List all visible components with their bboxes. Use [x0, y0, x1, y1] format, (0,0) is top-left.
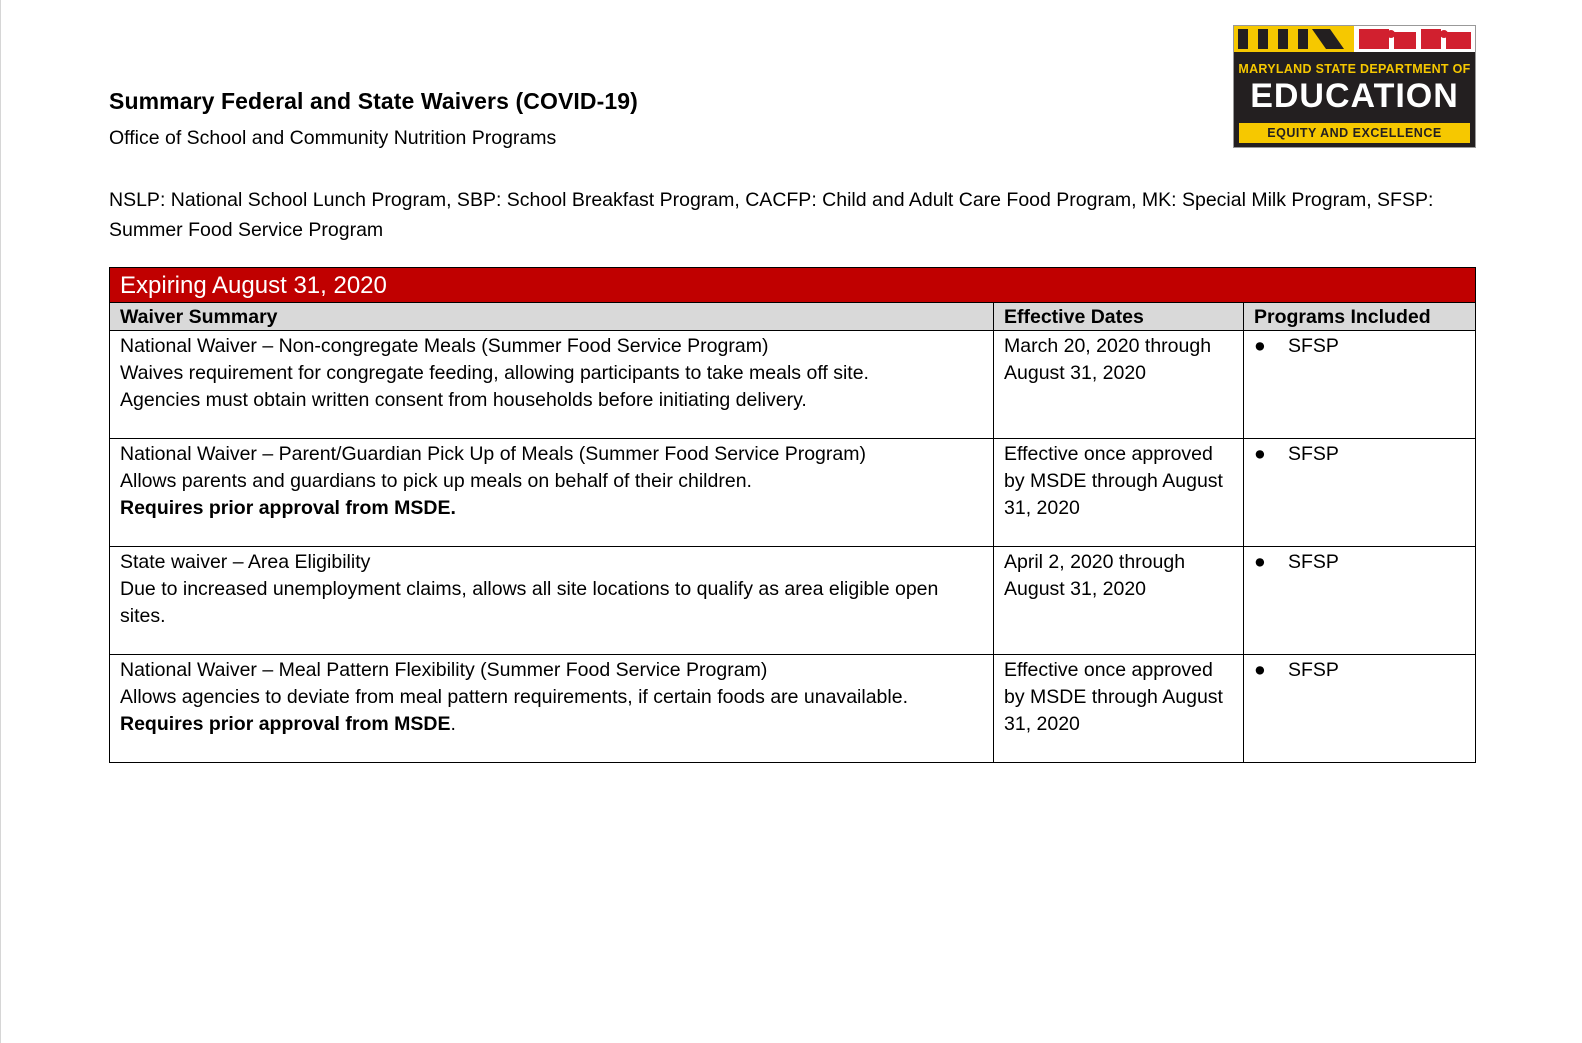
- abbreviations-note: NSLP: National School Lunch Program, SBP: School Breakfast Program, CACFP: Child and Adult Care Food Program, MK: Special Milk Program, SFSP: Summer Food Service Program: [109, 189, 1434, 241]
- waiver-description: Waives requirement for congregate feeding, allowing participants to take meals off site.: [120, 362, 869, 384]
- waiver-table: [109, 267, 1476, 763]
- waiver-title: National Waiver – Meal Pattern Flexibility (Summer Food Service Program): [120, 659, 768, 681]
- logo-department-text: MARYLAND STATE DEPARTMENT OF: [1238, 62, 1471, 76]
- waiver-summary-cell: [110, 331, 994, 439]
- bullet-icon: ●: [1254, 335, 1266, 357]
- program-item: SFSP: [1288, 443, 1339, 465]
- program-item: SFSP: [1288, 551, 1339, 573]
- approval-requirement: Requires prior approval from MSDE.: [120, 497, 456, 519]
- column-header-row: [110, 303, 1476, 331]
- waiver-description: Due to increased unemployment claims, allows all site locations to qualify as area eligible open sites.: [120, 578, 939, 627]
- effective-dates-cell: Effective once approved by MSDE through August 31, 2020: [994, 655, 1244, 763]
- page-subtitle: Office of School and Community Nutrition Programs: [109, 127, 557, 149]
- page-title: Summary Federal and State Waivers (COVID-19): [109, 88, 638, 114]
- waiver-description: Allows agencies to deviate from meal pattern requirements, if certain foods are unavailable.: [120, 686, 908, 708]
- programs-cell: [1244, 439, 1476, 547]
- approval-requirement: [120, 711, 983, 738]
- page-edge: [0, 0, 1, 1043]
- section-header-row: [110, 268, 1476, 303]
- waiver-description: Allows parents and guardians to pick up meals on behalf of their children.: [120, 470, 752, 492]
- approval-requirement-text: Requires prior approval from MSDE: [120, 713, 451, 735]
- section-title: Expiring August 31, 2020: [110, 268, 1476, 303]
- waiver-summary-cell: [110, 655, 994, 763]
- header-programs-included: Programs Included: [1244, 303, 1476, 331]
- bullet-icon: ●: [1254, 443, 1266, 465]
- table-row: [110, 439, 1476, 547]
- programs-cell: [1244, 331, 1476, 439]
- waiver-title: National Waiver – Parent/Guardian Pick Up of Meals (Summer Food Service Program): [120, 443, 866, 465]
- program-item: SFSP: [1288, 335, 1339, 357]
- maryland-flag-icon: [1234, 26, 1475, 52]
- program-item: SFSP: [1288, 659, 1339, 681]
- effective-dates-cell: Effective once approved by MSDE through August 31, 2020: [994, 439, 1244, 547]
- programs-cell: [1244, 655, 1476, 763]
- approval-requirement-period: .: [450, 713, 456, 735]
- effective-dates-cell: March 20, 2020 through August 31, 2020: [994, 331, 1244, 439]
- table-row: [110, 331, 1476, 439]
- programs-cell: [1244, 547, 1476, 655]
- waiver-summary-cell: [110, 547, 994, 655]
- header-waiver-summary: Waiver Summary: [110, 303, 994, 331]
- logo-tagline: EQUITY AND EXCELLENCE: [1239, 123, 1470, 143]
- logo-education-text: EDUCATION: [1250, 77, 1459, 115]
- effective-dates-cell: April 2, 2020 through August 31, 2020: [994, 547, 1244, 655]
- waiver-note: Agencies must obtain written consent from households before initiating delivery.: [120, 389, 807, 411]
- table-row: [110, 655, 1476, 763]
- waiver-title: National Waiver – Non-congregate Meals (Summer Food Service Program): [120, 335, 769, 357]
- header-effective-dates: Effective Dates: [994, 303, 1244, 331]
- waiver-title: State waiver – Area Eligibility: [120, 551, 371, 573]
- bullet-icon: ●: [1254, 659, 1266, 681]
- waiver-summary-cell: [110, 439, 994, 547]
- table-row: [110, 547, 1476, 655]
- bullet-icon: ●: [1254, 551, 1266, 573]
- msde-logo: [1233, 25, 1476, 148]
